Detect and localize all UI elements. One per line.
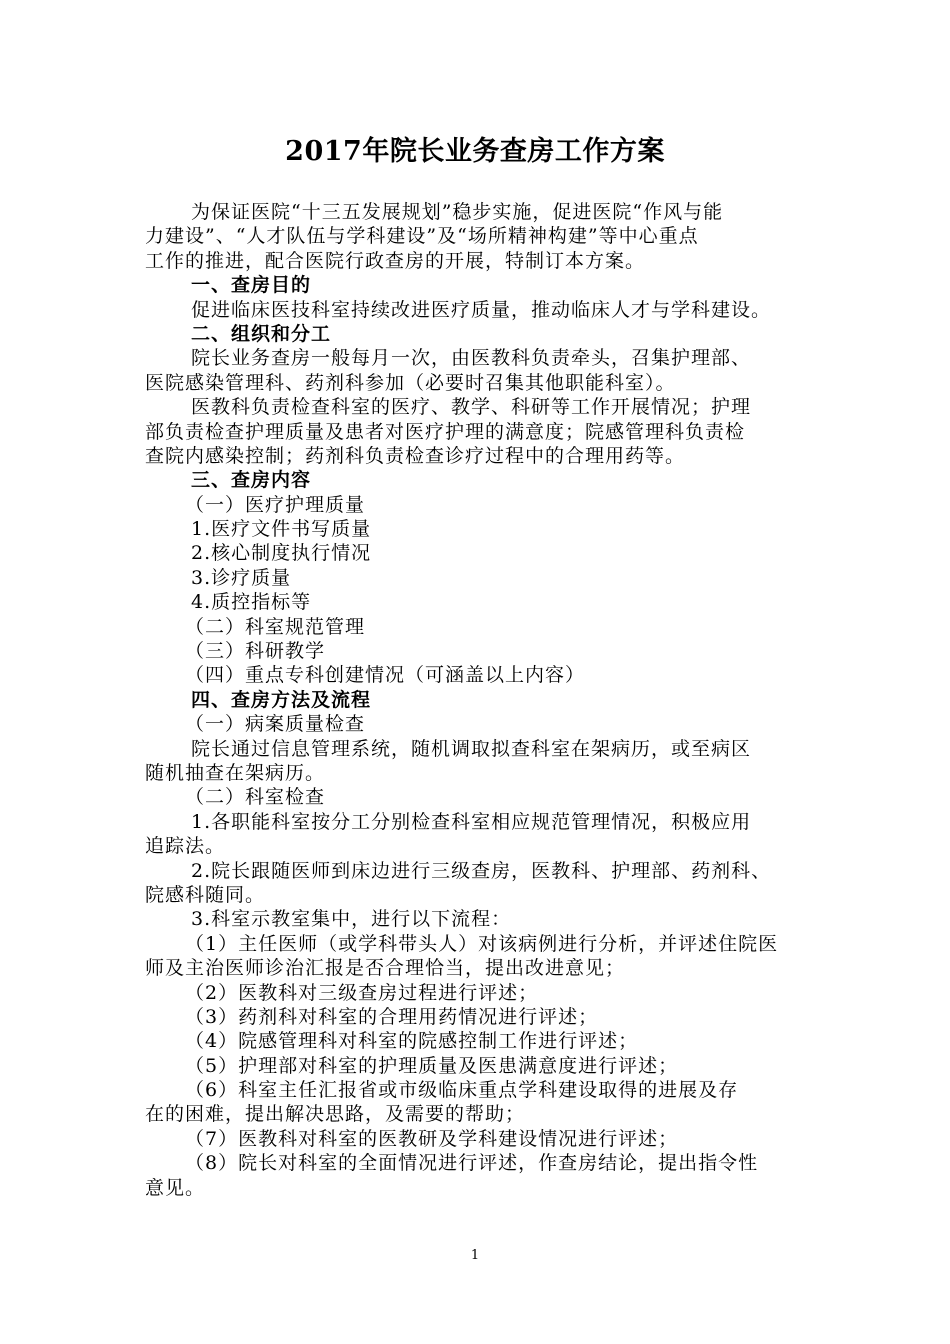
paragraph-line: 力建设”、“人才队伍与学科建设”及“场所精神构建”等中心重点: [145, 225, 699, 248]
list-item: 3.诊疗质量: [191, 566, 292, 589]
paragraph-line: 随机抽查在架病历。: [145, 761, 326, 784]
paragraph-line: 院长通过信息管理系统，随机调取拟查科室在架病历，或至病区: [191, 737, 752, 760]
subsection-heading: （三）科研教学: [185, 640, 326, 663]
page-number: 1: [470, 1248, 480, 1263]
list-item: 2.核心制度执行情况: [191, 542, 372, 565]
section-heading: 四、查房方法及流程: [191, 688, 372, 711]
document-title: 2017年院长业务查房工作方案: [285, 136, 665, 167]
paragraph-line: 院长业务查房一般每月一次，由医教科负责牵头，召集护理部、: [191, 347, 752, 370]
list-item: 3.科室示教室集中，进行以下流程：: [191, 908, 512, 931]
list-item: 2.院长跟随医师到床边进行三级查房，医教科、护理部、药剂科、: [191, 859, 772, 882]
paragraph-line: 医院感染管理科、药剂科参加（必要时召集其他职能科室）。: [145, 371, 676, 394]
paragraph-line: 部负责检查护理质量及患者对医疗护理的满意度；院感管理科负责检: [145, 420, 746, 443]
list-item: （7）医教科对科室的医教研及学科建设情况进行评述；: [185, 1127, 679, 1150]
section-heading: 一、查房目的: [191, 274, 312, 297]
paragraph-line: 促进临床医技科室持续改进医疗质量，推动临床人才与学科建设。: [191, 298, 772, 321]
subsection-heading: （一）医疗护理质量: [185, 493, 366, 516]
paragraph-line: 意见。: [145, 1176, 206, 1199]
section-heading: 三、查房内容: [191, 469, 312, 492]
paragraph-line: 师及主治医师诊治汇报是否合理恰当，提出改进意见；: [145, 957, 626, 980]
list-item: （8）院长对科室的全面情况进行评述，作查房结论，提出指令性: [185, 1152, 759, 1175]
list-item: （4）院感管理科对科室的院感控制工作进行评述；: [185, 1030, 639, 1053]
subsection-heading: （四）重点专科创建情况（可涵盖以上内容）: [185, 664, 586, 687]
subsection-heading: （一）病案质量检查: [185, 713, 366, 736]
list-item: （2）医教科对三级查房过程进行评述；: [185, 981, 539, 1004]
list-item: （1）主任医师（或学科带头人）对该病例进行分析，并评述住院医: [185, 932, 779, 955]
document-body: [145, 200, 805, 1200]
paragraph-line: 为保证医院“十三五发展规划”稳步实施，促进医院“作风与能: [191, 201, 724, 223]
paragraph-line: 追踪法。: [145, 835, 226, 858]
list-item: 1.医疗文件书写质量: [191, 518, 372, 541]
paragraph-line: 院感科随同。: [145, 883, 266, 906]
list-item: （3）药剂科对科室的合理用药情况进行评述；: [185, 1005, 599, 1028]
paragraph-line: 在的困难，提出解决思路，及需要的帮助；: [145, 1103, 526, 1126]
list-item: 4.质控指标等: [191, 591, 312, 614]
list-item: （5）护理部对科室的护理质量及医患满意度进行评述；: [185, 1054, 679, 1077]
section-heading: 二、组织和分工: [191, 322, 332, 345]
list-item: （6）科室主任汇报省或市级临床重点学科建设取得的进展及存: [185, 1079, 739, 1102]
paragraph-line: 工作的推进，配合医院行政查房的开展，特制订本方案。: [145, 249, 646, 272]
subsection-heading: （二）科室规范管理: [185, 615, 366, 638]
list-item: 1.各职能科室按分工分别检查科室相应规范管理情况，积极应用: [191, 810, 752, 833]
paragraph-line: 查院内感染控制；药剂科负责检查诊疗过程中的合理用药等。: [145, 444, 686, 467]
subsection-heading: （二）科室检查: [185, 786, 326, 809]
paragraph-line: 医教科负责检查科室的医疗、教学、科研等工作开展情况；护理: [191, 396, 752, 419]
